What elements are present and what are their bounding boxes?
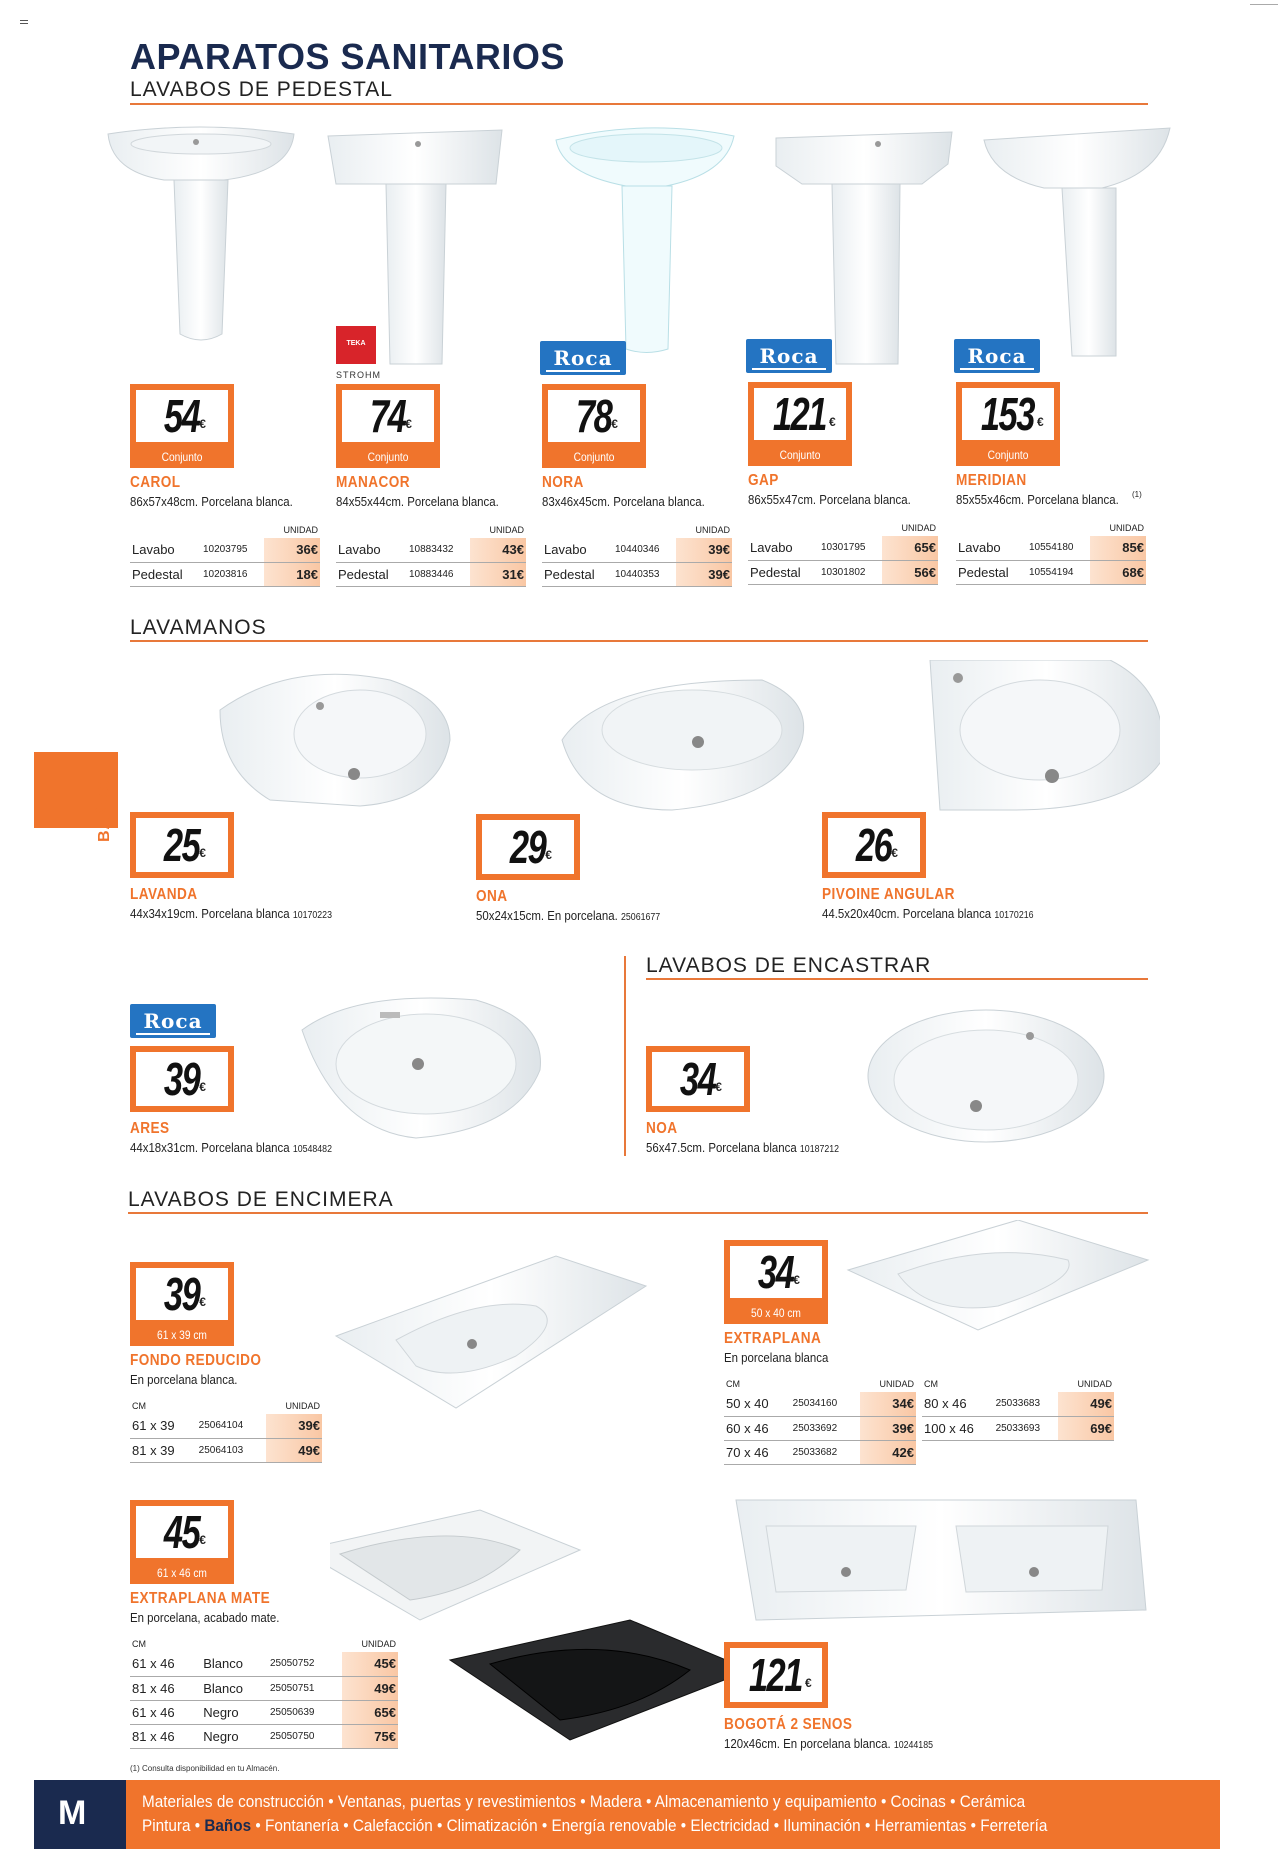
unit-price: 34€ — [860, 1392, 916, 1416]
table-row — [922, 1416, 1114, 1440]
unit-price: 39€ — [676, 562, 732, 586]
product-code: 25033692 — [791, 1416, 860, 1440]
footer-bar — [34, 1780, 1220, 1849]
price-subtitle: Conjunto — [573, 450, 615, 464]
product-code: 10548482 — [292, 1144, 332, 1155]
unit-price: 45€ — [342, 1652, 398, 1676]
unit-price: 39€ — [266, 1414, 322, 1438]
price-tag — [956, 382, 1060, 466]
table-row — [130, 562, 320, 586]
table-cell-color: Blanco — [201, 1652, 268, 1676]
euro-sign: € — [545, 848, 552, 862]
product-code: 10301802 — [819, 560, 882, 584]
table-row — [130, 1676, 398, 1700]
table-cell-size: 81 x 39 — [130, 1438, 197, 1462]
unit-header: UNIDAD — [1077, 1379, 1112, 1389]
product-code: 10170223 — [292, 910, 332, 921]
product-code: 10440346 — [613, 538, 676, 562]
table-row — [748, 560, 938, 584]
part-name: Pedestal — [130, 562, 201, 586]
unit-price: 65€ — [882, 536, 938, 560]
price-tag — [646, 1046, 750, 1112]
price-table — [542, 522, 732, 587]
euro-sign: € — [199, 1080, 206, 1094]
price-subtitle: Conjunto — [779, 448, 821, 462]
section-rule — [646, 978, 1148, 980]
price-tag — [748, 382, 852, 466]
product-name: PIVOINE ANGULAR — [822, 886, 955, 903]
product-code: 25050752 — [268, 1652, 342, 1676]
product-name: EXTRAPLANA MATE — [130, 1590, 271, 1607]
price-table — [130, 522, 320, 587]
unit-header: UNIDAD — [489, 525, 524, 535]
price-subtitle: Conjunto — [987, 448, 1029, 462]
table-row — [130, 538, 320, 562]
table-row — [724, 1392, 916, 1416]
price-subtitle: 50 x 40 cm — [751, 1306, 801, 1320]
unit-price: 49€ — [266, 1438, 322, 1462]
price-tag — [542, 384, 646, 468]
product-name: MANACOR — [336, 474, 410, 491]
product-name: FONDO REDUCIDO — [130, 1352, 262, 1369]
description-text: 50x24x15cm. En porcelana. — [476, 908, 618, 923]
footer-categories-line1: Materiales de construcción • Ventanas, puertas y revestimientos • Madera • Almacenamiento y equipamiento • Cocinas • Cerámica — [142, 1792, 1026, 1811]
price-tag — [724, 1642, 828, 1708]
euro-sign: € — [199, 417, 206, 431]
price-tag — [130, 384, 234, 468]
table-cell-size: 50 x 40 — [724, 1392, 791, 1416]
price-subtitle: 61 x 46 cm — [157, 1566, 207, 1580]
product-name: NOA — [646, 1120, 678, 1137]
product-description: 86x55x47cm. Porcelana blanca. — [748, 492, 911, 507]
product-code: 25033693 — [994, 1416, 1058, 1440]
table-row — [130, 1438, 322, 1462]
price-table — [130, 1636, 398, 1749]
unit-header: UNIDAD — [901, 523, 936, 533]
price-value: 74 — [369, 390, 406, 442]
price-tag — [822, 812, 926, 878]
description-text: 120x46cm. En porcelana blanca. — [724, 1736, 891, 1751]
euro-sign: € — [405, 417, 412, 431]
table-row — [922, 1392, 1114, 1416]
table-row — [956, 560, 1146, 584]
product-description — [476, 908, 660, 923]
product-code: 25050639 — [268, 1700, 342, 1724]
product-code: 25064104 — [197, 1414, 266, 1438]
product-description: 83x46x45cm. Porcelana blanca. — [542, 494, 705, 509]
price-tag — [476, 814, 580, 880]
product-code: 10170216 — [994, 910, 1034, 921]
part-name: Pedestal — [956, 560, 1027, 584]
euro-sign: € — [715, 1080, 722, 1094]
table-cell-size: 81 x 46 — [130, 1676, 201, 1700]
product-description: 85x55x46cm. Porcelana blanca. — [956, 492, 1119, 507]
product-name: ONA — [476, 888, 508, 905]
product-name: LAVANDA — [130, 886, 198, 903]
price-value: 25 — [163, 819, 200, 871]
price-value: 78 — [575, 390, 612, 442]
part-name: Pedestal — [336, 562, 407, 586]
table-cell-size: 61 x 46 — [130, 1652, 201, 1676]
price-subtitle: 61 x 39 cm — [157, 1328, 207, 1342]
table-cell-color: Negro — [201, 1724, 268, 1748]
price-tag — [724, 1240, 828, 1324]
euro-sign: € — [199, 1533, 206, 1547]
table-row — [542, 562, 732, 586]
unit-header: UNIDAD — [695, 525, 730, 535]
product-code: 10883432 — [407, 538, 470, 562]
section-title-lavamanos: LAVAMANOS — [130, 616, 267, 639]
price-table — [724, 1376, 916, 1465]
unit-price: 18€ — [264, 562, 320, 586]
product-description: 84x55x44cm. Porcelana blanca. — [336, 494, 499, 509]
brand-logo: M — [34, 1780, 126, 1849]
roca-logo: Roca — [130, 1004, 216, 1038]
product-code: 25050750 — [268, 1724, 342, 1748]
unit-price: 39€ — [860, 1416, 916, 1440]
roca-logo: Roca — [540, 341, 626, 375]
footnote-ref: (1) — [1132, 490, 1142, 499]
section-rule — [130, 640, 1148, 642]
price-value: 121 — [773, 388, 827, 440]
euro-sign: € — [199, 846, 206, 860]
roca-logo: Roca — [954, 339, 1040, 373]
unit-price: 43€ — [470, 538, 526, 562]
price-value: 45 — [163, 1506, 200, 1558]
section-title-encimera: LAVABOS DE ENCIMERA — [128, 1188, 394, 1211]
product-description: En porcelana blanca — [724, 1350, 829, 1365]
euro-sign: € — [891, 846, 898, 860]
product-code: 10203816 — [201, 562, 264, 586]
part-name: Pedestal — [542, 562, 613, 586]
table-row — [748, 536, 938, 560]
table-cell-size: 70 x 46 — [724, 1440, 791, 1464]
product-code: 10554180 — [1027, 536, 1090, 560]
product-code: 25034160 — [791, 1392, 860, 1416]
product-description — [130, 906, 332, 921]
table-cell-color: Negro — [201, 1700, 268, 1724]
pedestal-sinks-image — [104, 124, 1174, 374]
price-tag — [130, 1046, 234, 1112]
lavamanos-sinks-image — [210, 660, 1160, 820]
page-mark-line — [1250, 4, 1278, 5]
product-code: 25064103 — [197, 1438, 266, 1462]
price-value: 39 — [163, 1268, 200, 1320]
unit-price: 85€ — [1090, 536, 1146, 560]
product-code: 10554194 — [1027, 560, 1090, 584]
euro-sign: € — [805, 1676, 812, 1690]
price-value: 153 — [981, 388, 1035, 440]
part-name: Lavabo — [130, 538, 201, 562]
product-description — [822, 906, 1034, 921]
product-code: 10203795 — [201, 538, 264, 562]
product-name: MERIDIAN — [956, 472, 1027, 489]
unit-price: 36€ — [264, 538, 320, 562]
price-tag — [130, 1262, 234, 1346]
price-tag — [130, 1500, 234, 1584]
table-row — [724, 1416, 916, 1440]
product-code: 10244185 — [893, 1740, 933, 1751]
price-table — [748, 520, 938, 585]
product-name: BOGOTÁ 2 SENOS — [724, 1716, 853, 1733]
price-table — [956, 520, 1146, 585]
unit-price: 49€ — [342, 1676, 398, 1700]
section-title-pedestal: LAVABOS DE PEDESTAL — [130, 78, 393, 101]
price-value: 54 — [163, 390, 200, 442]
product-description: 86x57x48cm. Porcelana blanca. — [130, 494, 293, 509]
unit-price: 68€ — [1090, 560, 1146, 584]
size-header: CM — [132, 1639, 146, 1649]
product-description: En porcelana, acabado mate. — [130, 1610, 280, 1625]
footnote: (1) Consulta disponibilidad en tu Almacén. — [130, 1764, 280, 1773]
description-text: 44x34x19cm. Porcelana blanca — [130, 906, 290, 921]
price-value: 121 — [749, 1649, 803, 1701]
price-table — [922, 1376, 1114, 1441]
product-description — [724, 1736, 933, 1751]
unit-header: UNIDAD — [361, 1639, 396, 1649]
table-cell-size: 100 x 46 — [922, 1416, 994, 1440]
price-tag — [336, 384, 440, 468]
product-name: NORA — [542, 474, 584, 491]
product-description: En porcelana blanca. — [130, 1372, 238, 1387]
price-table — [336, 522, 526, 587]
product-name: EXTRAPLANA — [724, 1330, 822, 1347]
product-code: 25033682 — [791, 1440, 860, 1464]
table-cell-size: 81 x 46 — [130, 1724, 201, 1748]
unit-price: 42€ — [860, 1440, 916, 1464]
euro-sign: € — [793, 1273, 800, 1287]
side-label: BAÑOS — [96, 779, 113, 842]
product-code: 10301795 — [819, 536, 882, 560]
description-text: 44x18x31cm. Porcelana blanca — [130, 1140, 290, 1155]
size-header: CM — [726, 1379, 740, 1389]
description-text: 56x47.5cm. Porcelana blanca — [646, 1140, 797, 1155]
unit-price: 49€ — [1058, 1392, 1114, 1416]
part-name: Lavabo — [748, 536, 819, 560]
section-rule — [130, 103, 1148, 105]
part-name: Lavabo — [336, 538, 407, 562]
unit-header: UNIDAD — [1109, 523, 1144, 533]
section-rule — [128, 1212, 1148, 1214]
euro-sign: € — [829, 415, 836, 429]
table-row — [130, 1700, 398, 1724]
table-row — [130, 1724, 398, 1748]
product-code: 10187212 — [799, 1144, 840, 1155]
price-table — [130, 1398, 322, 1463]
section-title-encastrar: LAVABOS DE ENCASTRAR — [646, 954, 932, 977]
unit-header: UNIDAD — [879, 1379, 914, 1389]
price-subtitle: Conjunto — [367, 450, 409, 464]
unit-price: 39€ — [676, 538, 732, 562]
euro-sign: € — [611, 417, 618, 431]
description-text: 44.5x20x40cm. Porcelana blanca — [822, 906, 992, 921]
euro-sign: € — [1037, 415, 1044, 429]
table-cell-color: Blanco — [201, 1676, 268, 1700]
strohm-logo: STROHM — [336, 370, 381, 380]
product-name: GAP — [748, 472, 779, 489]
teka-logo: TEKA — [336, 326, 376, 364]
page-mark — [20, 20, 28, 24]
price-tag — [130, 812, 234, 878]
part-name: Pedestal — [748, 560, 819, 584]
product-name: CAROL — [130, 474, 181, 491]
product-description — [646, 1140, 839, 1155]
unit-header: UNIDAD — [283, 525, 318, 535]
footer-current-category: Baños — [204, 1816, 252, 1835]
product-name: ARES — [130, 1120, 170, 1137]
table-row — [336, 538, 526, 562]
product-code: 25033683 — [994, 1392, 1058, 1416]
table-cell-size: 61 x 46 — [130, 1700, 201, 1724]
product-code: 25050751 — [268, 1676, 342, 1700]
unit-price: 75€ — [342, 1724, 398, 1748]
price-subtitle: Conjunto — [161, 450, 203, 464]
size-header: CM — [924, 1379, 938, 1389]
euro-sign: € — [199, 1295, 206, 1309]
price-value: 34 — [679, 1053, 716, 1105]
price-value: 26 — [855, 819, 892, 871]
price-value: 39 — [163, 1053, 200, 1105]
product-code: 10883446 — [407, 562, 470, 586]
table-cell-size: 80 x 46 — [922, 1392, 994, 1416]
price-value: 29 — [509, 821, 546, 873]
table-cell-size: 60 x 46 — [724, 1416, 791, 1440]
unit-price: 56€ — [882, 560, 938, 584]
size-header: CM — [132, 1401, 146, 1411]
footer-categories-line2: Pintura • Baños • Fontanería • Calefacción • Climatización • Energía renovable • Electricidad • Iluminación • Herramientas • Ferretería — [142, 1816, 1048, 1835]
table-cell-size: 61 x 39 — [130, 1414, 197, 1438]
table-row — [130, 1414, 322, 1438]
unit-price: 65€ — [342, 1700, 398, 1724]
roca-logo: Roca — [746, 339, 832, 373]
unit-price: 31€ — [470, 562, 526, 586]
table-row — [542, 538, 732, 562]
table-row — [956, 536, 1146, 560]
product-code: 10440353 — [613, 562, 676, 586]
unit-price: 69€ — [1058, 1416, 1114, 1440]
part-name: Lavabo — [542, 538, 613, 562]
part-name: Lavabo — [956, 536, 1027, 560]
page-title: APARATOS SANITARIOS — [130, 36, 565, 77]
unit-header: UNIDAD — [285, 1401, 320, 1411]
product-code: 25061677 — [621, 912, 661, 923]
table-row — [130, 1652, 398, 1676]
price-value: 34 — [757, 1246, 794, 1298]
table-row — [336, 562, 526, 586]
table-row — [724, 1440, 916, 1464]
